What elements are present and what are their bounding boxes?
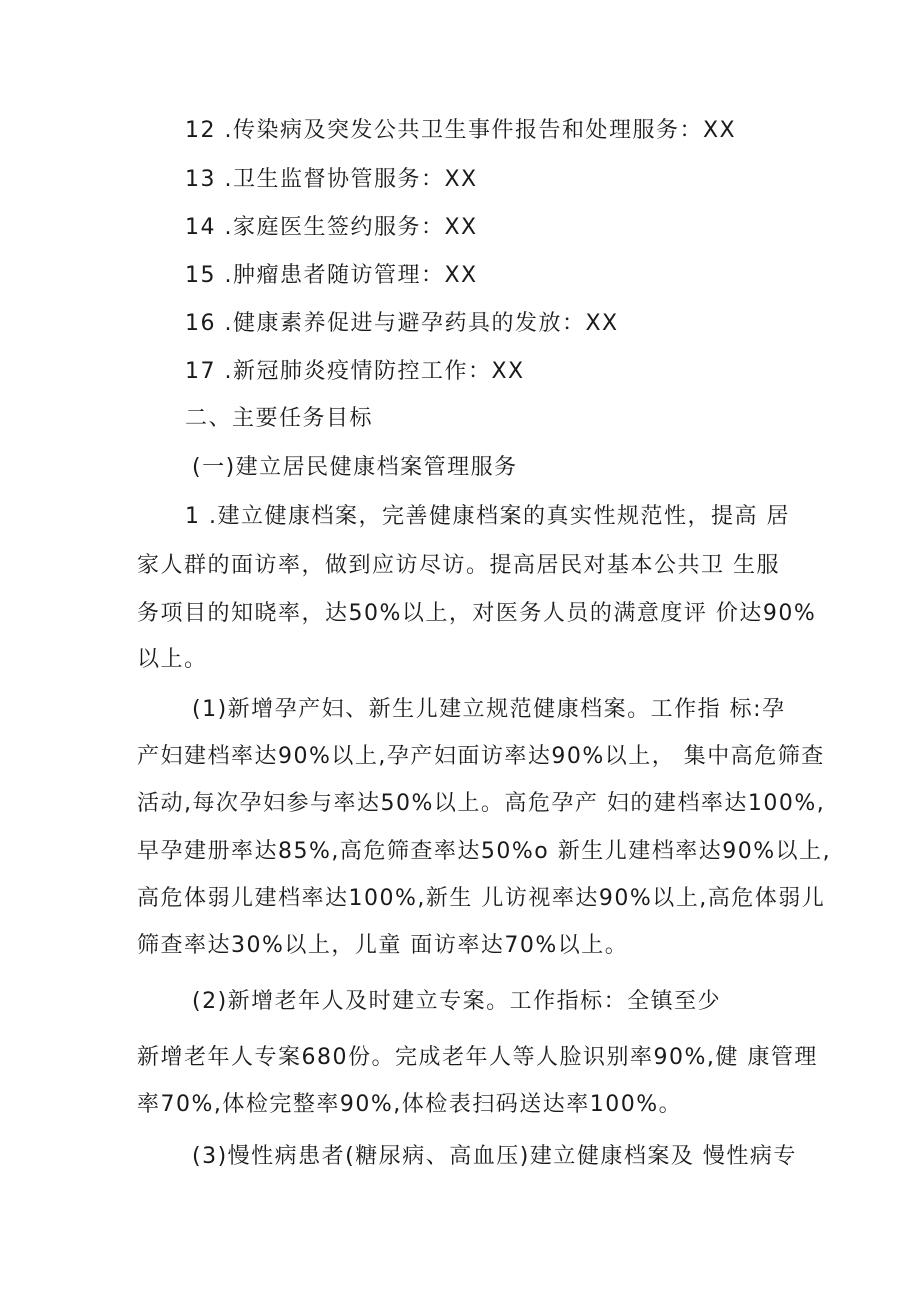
list-item-13: 13 .卫生监督协管服务：XX [185,167,478,192]
subsection-heading: (一)建立居民健康档案管理服务 [192,455,518,480]
paragraph-3-line-2: 新增老年人专案680份。完成老年人等人脸识别率90%,健 康管理 [137,1045,818,1070]
paragraph-2-line-5: 高危体弱儿建档率达100%,新生 儿访视率达90%以上,高危体弱儿 [137,886,826,911]
paragraph-2-line-6: 筛查率达30%以上，儿童 面访率达70%以上。 [137,933,629,958]
paragraph-3-line-3: 率70%,体检完整率90%,体检表扫码送达率100%。 [137,1092,683,1117]
list-item-16: 16 .健康素养促进与避孕药具的发放：XX [185,311,619,336]
paragraph-3-line-1: (2)新增老年人及时建立专案。工作指标：全镇至少 [192,989,722,1014]
list-item-17: 17 .新冠肺炎疫情防控工作：XX [185,359,525,384]
list-item-15: 15 .肿瘤患者随访管理：XX [185,263,478,288]
list-item-12: 12 .传染病及突发公共卫生事件报告和处理服务：XX [185,118,737,143]
paragraph-2-line-3: 活动,每次孕妇参与率达50%以上。高危孕产 妇的建档率达100%, [137,791,826,816]
paragraph-1-line-3: 务项目的知晓率，达50%以上，对医务人员的满意度评 价达90% [137,601,817,626]
paragraph-1-line-4: 以上。 [137,647,208,672]
paragraph-2-line-2: 产妇建档率达90%以上,孕产妇面访率达90%以上， 集中高危筛查 [137,744,825,769]
paragraph-2-line-1: (1)新增孕产妇、新生儿建立规范健康档案。工作指 标:孕 [192,697,786,722]
paragraph-2-line-4: 早孕建册率达85%,高危筛查率达50%o 新生儿建档率达90%以上, [137,839,832,864]
list-item-14: 14 .家庭医生签约服务：XX [185,215,478,240]
paragraph-1-line-2: 家人群的面访率，做到应访尽访。提高居民对基本公共卫 生服 [137,553,780,578]
section-heading: 二、主要任务目标 [185,406,374,431]
paragraph-4-line-1: (3)慢性病患者(糖尿病、高血压)建立健康档案及 慢性病专 [192,1144,797,1169]
paragraph-1-line-1: 1 .建立健康档案，完善健康档案的真实性规范性，提高 居 [185,504,790,529]
